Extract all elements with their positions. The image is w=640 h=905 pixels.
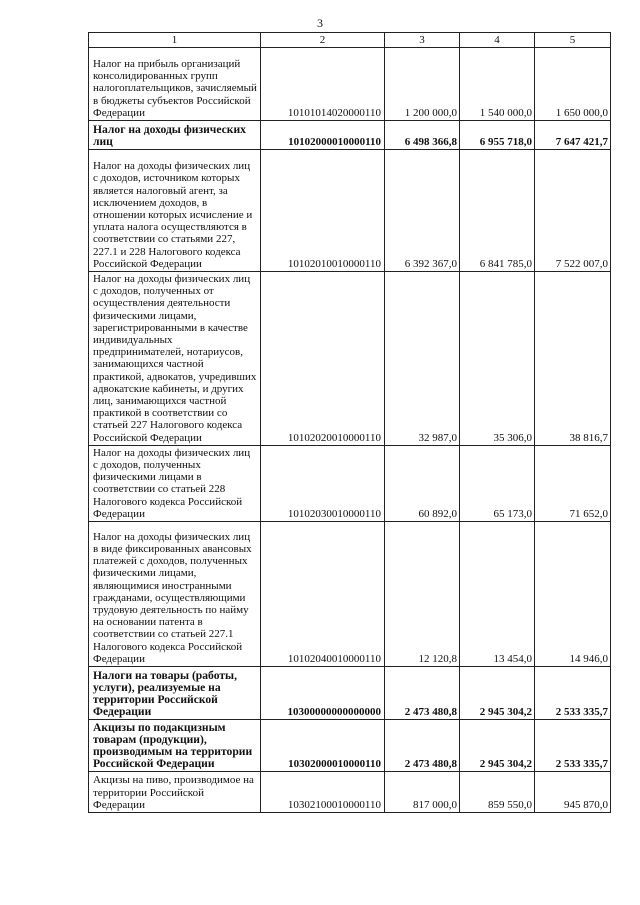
revenue-table bbox=[88, 32, 611, 813]
row-value-col5: 7 522 007,0 bbox=[535, 150, 611, 272]
row-value-col5: 7 647 421,7 bbox=[535, 121, 611, 150]
row-value-col3: 60 892,0 bbox=[385, 445, 460, 521]
column-header: 3 bbox=[385, 33, 460, 48]
column-header: 4 bbox=[460, 33, 535, 48]
row-value-col4: 6 955 718,0 bbox=[460, 121, 535, 150]
row-name: Налог на доходы физических лиц с доходов, полученных от осуществления деятельности физическими лицами, зарегистрированными в качестве индивидуальных предпринимателей, нотариусов, занимающихся частной практикой, адвокатов, учредивших адвокатские кабинеты, и других лиц, занимающихся частной практикой в соответствии со статьей 227 Налогового кодекса Российской Федерации bbox=[89, 272, 261, 446]
table-row bbox=[89, 150, 611, 272]
row-value-col3: 1 200 000,0 bbox=[385, 48, 460, 121]
table-row bbox=[89, 48, 611, 121]
row-value-col5: 945 870,0 bbox=[535, 772, 611, 813]
row-code: 10102000010000110 bbox=[261, 121, 385, 150]
row-value-col5: 2 533 335,7 bbox=[535, 720, 611, 772]
row-value-col5: 71 652,0 bbox=[535, 445, 611, 521]
row-code: 10102020010000110 bbox=[261, 272, 385, 446]
row-name: Налог на прибыль организаций консолидированных групп налогоплательщиков, зачисляемый в бюджеты субъектов Российской Федерации bbox=[89, 48, 261, 121]
row-value-col4: 13 454,0 bbox=[460, 522, 535, 667]
table-row bbox=[89, 445, 611, 521]
row-value-col4: 1 540 000,0 bbox=[460, 48, 535, 121]
row-value-col4: 65 173,0 bbox=[460, 445, 535, 521]
row-code: 10102010010000110 bbox=[261, 150, 385, 272]
row-value-col4: 2 945 304,2 bbox=[460, 720, 535, 772]
column-header: 1 bbox=[89, 33, 261, 48]
row-code: 10102030010000110 bbox=[261, 445, 385, 521]
row-value-col4: 35 306,0 bbox=[460, 272, 535, 446]
table-row bbox=[89, 667, 611, 720]
row-name: Налог на доходы физических лиц с доходов, полученных физическими лицами в соответствии со статьей 228 Налогового кодекса Российской Федерации bbox=[89, 445, 261, 521]
row-name: Акцизы по подакцизным товарам (продукции), производимым на территории Российской Федерации bbox=[89, 720, 261, 772]
row-value-col5: 2 533 335,7 bbox=[535, 667, 611, 720]
row-value-col5: 1 650 000,0 bbox=[535, 48, 611, 121]
page-number: 3 bbox=[317, 16, 323, 30]
row-value-col3: 12 120,8 bbox=[385, 522, 460, 667]
table-row bbox=[89, 121, 611, 150]
table-row bbox=[89, 522, 611, 667]
row-code: 10300000000000000 bbox=[261, 667, 385, 720]
row-name: Акцизы на пиво, производимое на территории Российской Федерации bbox=[89, 772, 261, 813]
row-value-col4: 2 945 304,2 bbox=[460, 667, 535, 720]
row-value-col5: 14 946,0 bbox=[535, 522, 611, 667]
row-name: Налог на доходы физических лиц с доходов, источником которых является налоговый агент, за исключением доходов, в отношении которых исчисление и уплата налога осуществляются в соответствии со статьями 227, 227.1 и 228 Налогового кодекса Российской Федерации bbox=[89, 150, 261, 272]
row-value-col4: 859 550,0 bbox=[460, 772, 535, 813]
column-header: 5 bbox=[535, 33, 611, 48]
row-code: 10302000010000110 bbox=[261, 720, 385, 772]
row-value-col3: 2 473 480,8 bbox=[385, 720, 460, 772]
row-value-col3: 6 392 367,0 bbox=[385, 150, 460, 272]
row-name: Налоги на товары (работы, услуги), реализуемые на территории Российской Федерации bbox=[89, 667, 261, 720]
row-value-col5: 38 816,7 bbox=[535, 272, 611, 446]
row-name: Налог на доходы физических лиц в виде фиксированных авансовых платежей с доходов, полученных физическими лицами, являющимися иностранными гражданами, осуществляющими трудовую деятельность по найму на основании патента в соответствии со статьей 227.1 Налогового кодекса Российской Федерации bbox=[89, 522, 261, 667]
column-header: 2 bbox=[261, 33, 385, 48]
row-value-col3: 817 000,0 bbox=[385, 772, 460, 813]
row-value-col3: 32 987,0 bbox=[385, 272, 460, 446]
row-code: 10302100010000110 bbox=[261, 772, 385, 813]
row-code: 10101014020000110 bbox=[261, 48, 385, 121]
table-row bbox=[89, 720, 611, 772]
row-name: Налог на доходы физических лиц bbox=[89, 121, 261, 150]
row-value-col3: 2 473 480,8 bbox=[385, 667, 460, 720]
table-row bbox=[89, 772, 611, 813]
row-value-col4: 6 841 785,0 bbox=[460, 150, 535, 272]
table-row bbox=[89, 272, 611, 446]
row-value-col3: 6 498 366,8 bbox=[385, 121, 460, 150]
table-header-row bbox=[89, 33, 611, 48]
row-code: 10102040010000110 bbox=[261, 522, 385, 667]
